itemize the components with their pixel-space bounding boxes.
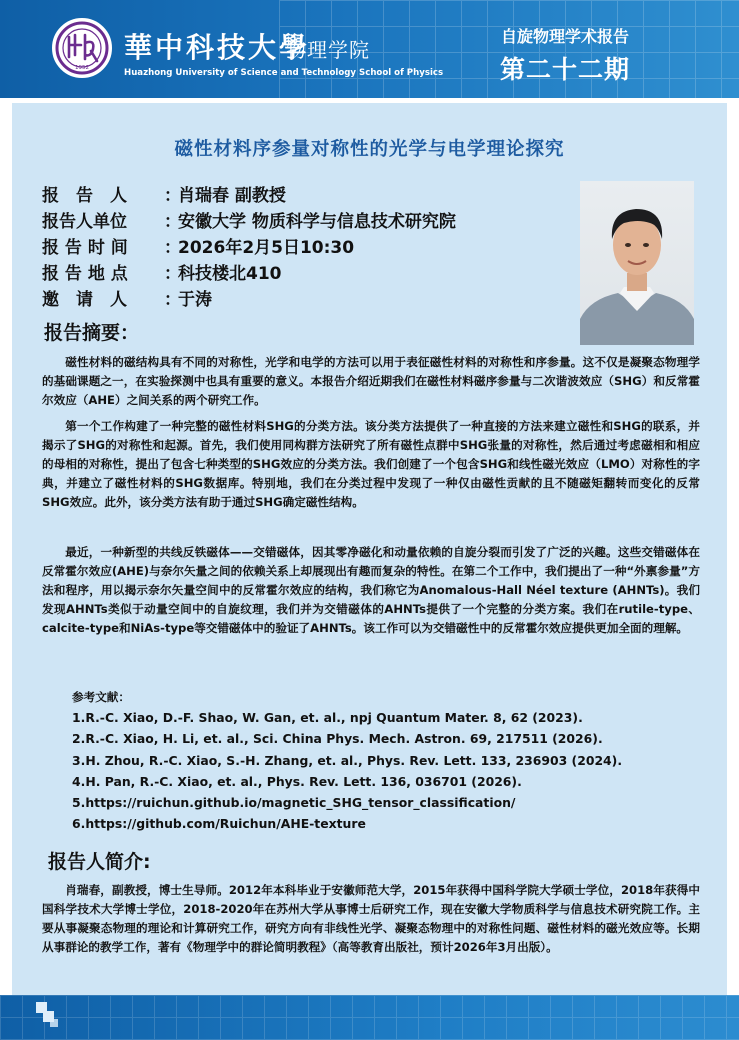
content-panel (12, 103, 727, 995)
info-value: 安徽大学 物质科学与信息技术研究院 (178, 212, 456, 232)
abstract-paragraph: 磁性材料的磁结构具有不同的对称性，光学和电学的方法可以用于表征磁性材料的对称性和序参量。这不仅是凝聚态物理学的基础课题之一，在实验探测中也具有重要的意义。本报告介绍近期我们在磁性材料磁序参量与二次谐波效应（SHG）和反常霍尔效应（AHE）之间关系的两个研究工作。 (42, 355, 700, 407)
info-label: 报 告 地 点 (42, 264, 128, 284)
info-time (42, 233, 354, 258)
info-location (42, 259, 282, 284)
reference-item: 6.https://github.com/Ruichun/AHE-texture (72, 816, 366, 831)
footer-grid-decoration (0, 995, 739, 1040)
info-affiliation (42, 207, 456, 232)
abstract-paragraph: 第一个工作构建了一种完整的磁性材料SHG的分类方法。该分类方法提供了一种直接的方法来建立磁性和SHG的联系，并揭示了SHG的对称性和起源。首先，我们使用同构群方法研究了所有磁性点群中SHG张量的对称性，然后通过考虑磁相和相应的母相的对称性，提出了包含七种类型的SHG效应的分类方法。我们创建了一个包含SHG和线性磁光效应（LMO）对称性的字典，并建立了磁性材料的SHG数据库。特别地，我们在分类过程中发现了一种仅由磁性贡献的且不随磁矩翻转而变化的反常SHG效应。此外，该分类方法有助于通过SHG确定磁性结构。 (42, 419, 700, 509)
school-name: 物理学院 (286, 38, 370, 62)
abstract-heading: 报告摘要： (44, 322, 140, 344)
reference-item: 5.https://ruichun.github.io/magnetic_SHG_tensor_classification/ (72, 795, 516, 810)
info-colon: ： (164, 290, 181, 310)
logo-year: 1952 (75, 65, 89, 71)
abstract-paragraph: 最近，一种新型的共线反铁磁体——交错磁体，因其零净磁化和动量依赖的自旋分裂而引发了广泛的兴趣。这些交错磁体在反常霍尔效应(AHE)与奈尔矢量之间的依赖关系上却展现出有趣而复杂的特性。在第二个工作中，我们提出了一种“外禀参量”方法和程序，用以揭示奈尔矢量空间中的反常霍尔效应的结构，我们称它为Anomalous-Hall Néel texture (AHNTs)。我们发现AHNTs类似于动量空间中的自旋纹理，我们并为交错磁体的AHNTs提供了一个完整的分类方案。我们在rutile-type、calcite-type和NiAs-type等交错磁体中的验证了AHNTs。该工作可以为交错磁性中的反常霍尔效应提供更加全面的理解。 (42, 545, 700, 635)
bio-heading: 报告人简介: (48, 851, 151, 873)
info-label: 报 告 人 (42, 186, 127, 206)
bio-paragraph: 肖瑞春，副教授，博士生导师。2012年本科毕业于安徽师范大学，2015年获得中国科学院大学硕士学位，2018年获得中国科学技术大学博士学位，2018-2020年在苏州大学从事博士后研究工作，现在安徽大学物质科学与信息技术研究院工作。主要从事凝聚态物理的理论和计算研究工作，研究方向有非线性光学、凝聚态物理中的对称性问题、磁性材料的磁光效应等。长期从事群论的教学工作，著有《物理学中的群论简明教程》（高等教育出版社，预计2026年3月出版）。 (42, 883, 700, 954)
university-logo-icon (52, 18, 112, 78)
info-label: 报 告 时 间 (42, 238, 128, 258)
info-value: 于涛 (178, 290, 212, 310)
info-speaker (42, 181, 286, 206)
reference-item: 2.R.-C. Xiao, H. Li, et. al., Sci. China Phys. Mech. Astron. 69, 217511 (2026). (72, 731, 603, 746)
info-value: 科技楼北410 (178, 264, 282, 284)
info-host (42, 285, 212, 310)
series-title: 自旋物理学术报告 (500, 27, 629, 46)
info-colon: ： (164, 264, 181, 284)
footer-banner (0, 995, 739, 1040)
talk-title: 磁性材料序参量对称性的光学与电学理论探究 (174, 139, 565, 160)
references-heading: 参考文献： (72, 690, 130, 704)
speaker-photo (580, 181, 694, 345)
reference-item: 1.R.-C. Xiao, D.-F. Shao, W. Gan, et. al., npj Quantum Mater. 8, 62 (2023). (72, 710, 583, 725)
info-colon: ： (164, 186, 181, 206)
info-value: 2026年2月5日10:30 (178, 238, 355, 258)
info-label: 报告人单位 (42, 212, 127, 232)
university-name: 華中科技大學 (124, 31, 311, 64)
header-banner (0, 0, 739, 98)
issue-number: 第二十二期 (499, 55, 630, 84)
info-colon: ： (164, 212, 181, 232)
info-label: 邀 请 人 (42, 290, 127, 310)
reference-item: 3.H. Zhou, R.-C. Xiao, S.-H. Zhang, et. al., Phys. Rev. Lett. 133, 236903 (2024). (72, 753, 623, 768)
info-value: 肖瑞春 副教授 (178, 186, 286, 206)
reference-item: 4.H. Pan, R.-C. Xiao, et. al., Phys. Rev. Lett. 136, 036701 (2026). (72, 774, 522, 789)
university-english-name: Huazhong University of Science and Technology School of Physics (124, 68, 444, 78)
info-colon: ： (164, 238, 181, 258)
